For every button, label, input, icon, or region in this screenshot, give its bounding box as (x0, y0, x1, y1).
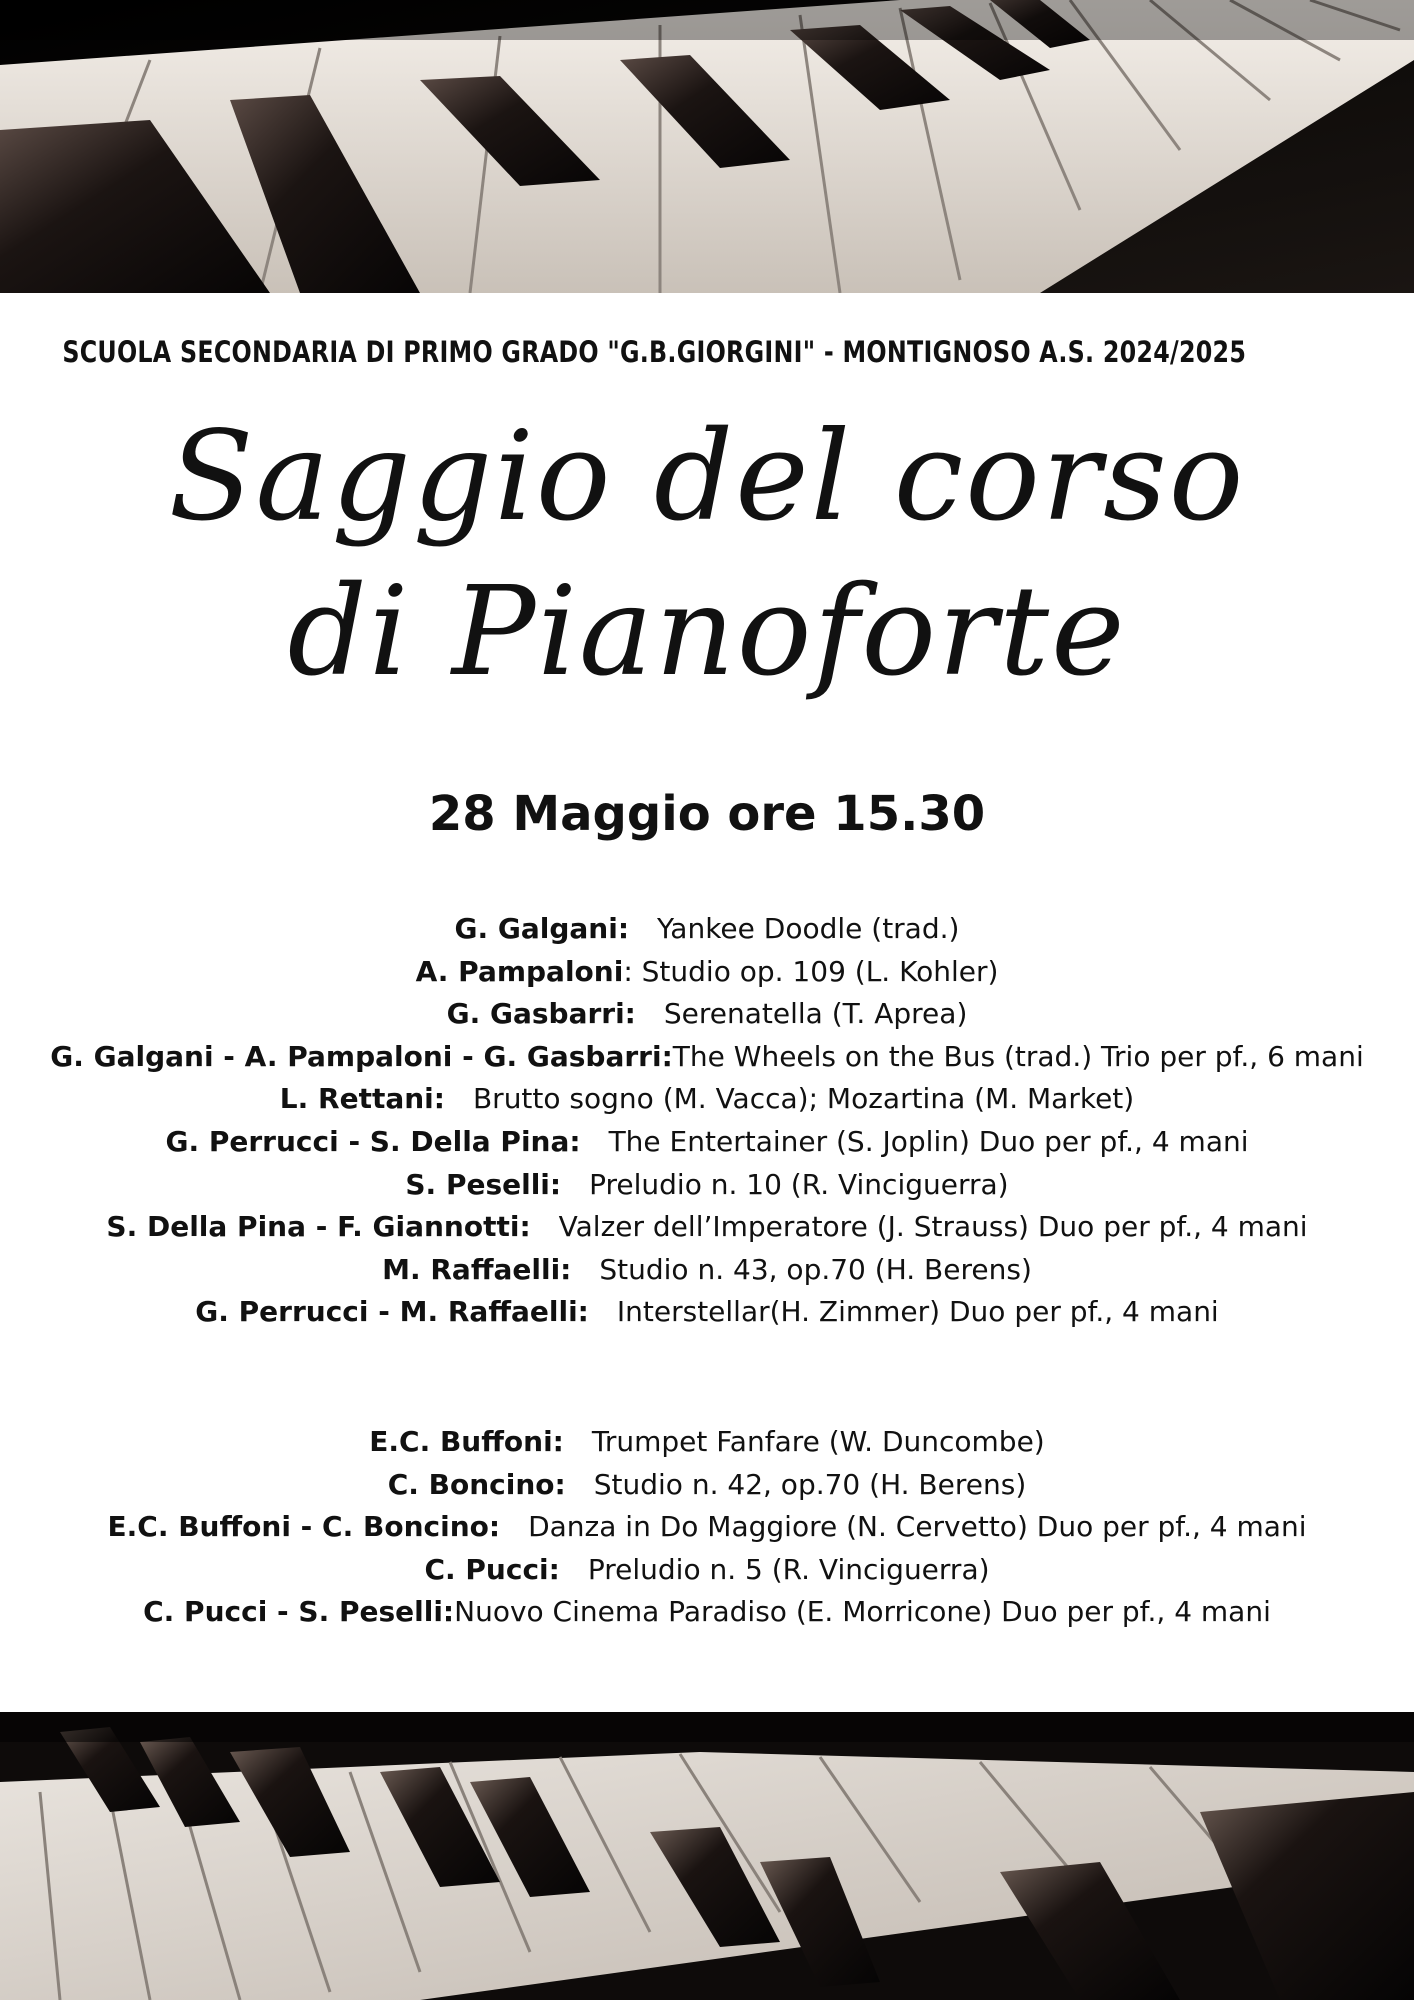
program-row (0, 1249, 1414, 1292)
program-row (0, 1421, 1414, 1464)
piece: Nuovo Cinema Paradiso (E. Morricone) Duo per pf., 4 mani (454, 1595, 1271, 1629)
program-row (0, 1078, 1414, 1121)
school-header-line: SCUOLA SECONDARIA DI PRIMO GRADO "G.B.GIORGINI" - MONTIGNOSO A.S. 2024/2025 (62, 335, 1247, 369)
performers: S. Della Pina - F. Giannotti: (106, 1210, 531, 1244)
piece: Interstellar(H. Zimmer) Duo per pf., 4 mani (616, 1295, 1219, 1329)
performers: L. Rettani: (279, 1082, 445, 1116)
performers: M. Raffaelli: (382, 1252, 572, 1286)
performers: S. Peselli: (405, 1167, 562, 1201)
performers: C. Pucci - S. Peselli: (143, 1595, 455, 1629)
event-title-line-2: di Pianoforte (287, 560, 1127, 704)
piece: Brutto sogno (M. Vacca); Mozartina (M. Market) (472, 1082, 1135, 1116)
performers: A. Pampaloni (415, 954, 624, 988)
piece: Studio n. 43, op.70 (H. Berens) (599, 1252, 1032, 1286)
program-row (0, 1036, 1414, 1079)
performers: E.C. Buffoni: (369, 1425, 564, 1458)
program-row (0, 1164, 1414, 1207)
performers: C. Boncino: (387, 1467, 566, 1501)
performers: G. Gasbarri: (446, 997, 636, 1031)
piano-keys-bottom-graphic (0, 1712, 1414, 2000)
piece: Valzer dell’Imperatore (J. Strauss) Duo per pf., 4 mani (558, 1210, 1308, 1244)
program-row (0, 1464, 1414, 1507)
bottom-piano-keys-image (0, 1712, 1414, 2000)
performers: G. Perrucci - S. Della Pina: (165, 1124, 581, 1158)
top-piano-keys-image (0, 0, 1414, 293)
program-row (0, 1506, 1414, 1549)
piece: Danza in Do Maggiore (N. Cervetto) Duo per pf., 4 mani (528, 1510, 1307, 1544)
piano-keys-top-graphic (0, 0, 1414, 293)
performers: E.C. Buffoni - C. Boncino: (107, 1510, 501, 1544)
program-row (0, 1291, 1414, 1334)
performers: G. Galgani: (454, 912, 630, 945)
piece: Trumpet Fanfare (W. Duncombe) (591, 1425, 1045, 1458)
program-row (0, 993, 1414, 1036)
program-row (0, 908, 1414, 951)
program-row (0, 1121, 1414, 1164)
program-row (0, 1206, 1414, 1249)
piece: Serenatella (T. Aprea) (663, 997, 968, 1031)
event-title-line-1: Saggio del corso (168, 405, 1246, 549)
performers: G. Perrucci - M. Raffaelli: (195, 1295, 589, 1329)
piece: The Entertainer (S. Joplin) Duo per pf., 4 mani (608, 1124, 1249, 1158)
piece: Preludio n. 10 (R. Vinciguerra) (589, 1167, 1009, 1201)
program-list-part-2 (0, 1421, 1414, 1634)
performers: G. Galgani - A. Pampaloni - G. Gasbarri: (50, 1039, 673, 1073)
piece: Preludio n. 5 (R. Vinciguerra) (587, 1552, 990, 1586)
event-date-time: 28 Maggio ore 15.30 (428, 786, 986, 842)
program-row (0, 951, 1414, 994)
piece: Yankee Doodle (trad.) (657, 912, 960, 945)
program-row (0, 1549, 1414, 1592)
piece: : Studio op. 109 (L. Kohler) (623, 954, 999, 988)
program-row (0, 1591, 1414, 1634)
piece: Studio n. 42, op.70 (H. Berens) (593, 1467, 1027, 1501)
performers: C. Pucci: (424, 1552, 560, 1586)
program-list-part-1 (0, 908, 1414, 1334)
piece: The Wheels on the Bus (trad.) Trio per pf., 6 mani (672, 1039, 1364, 1073)
